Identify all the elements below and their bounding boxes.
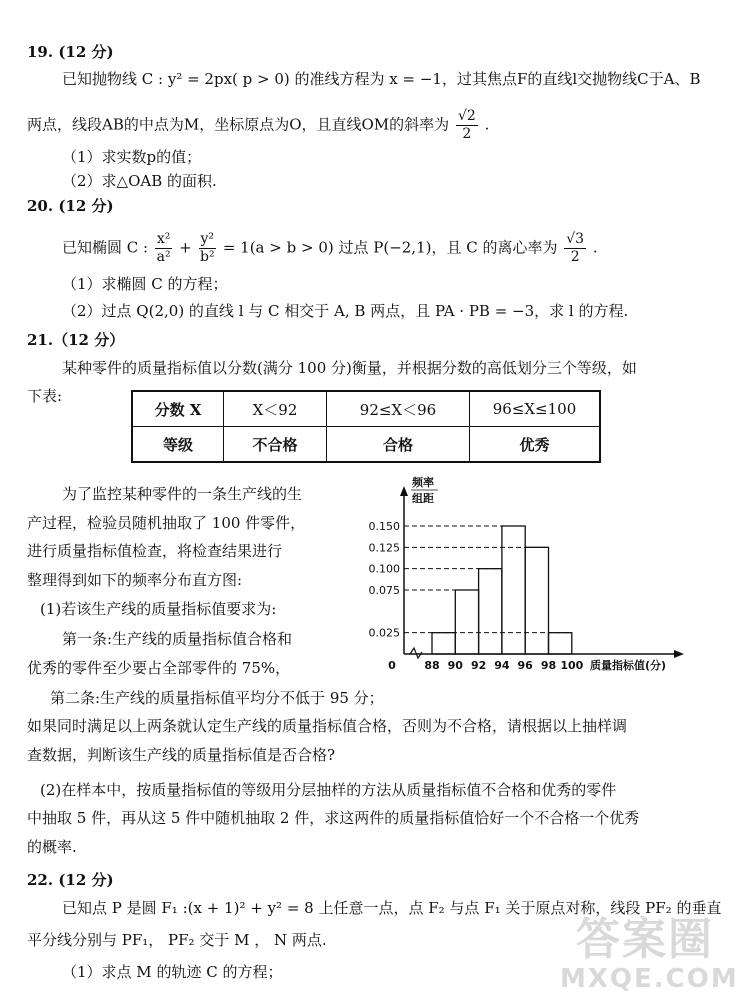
watermark bbox=[560, 914, 739, 995]
histogram-bar bbox=[525, 547, 548, 654]
q21-para11: (2)在样本中，按质量指标值的等级用分层抽样的方法从质量指标值不合格和优秀的零件 bbox=[40, 781, 617, 799]
table-cell: 合格 bbox=[327, 427, 470, 463]
q21-header: 21.（12 分） bbox=[27, 331, 125, 349]
q20-x-numerator: x² bbox=[156, 231, 171, 247]
x-tick-label: 98 bbox=[540, 659, 557, 672]
q20-part1: （1）求椭圆 C 的方程； bbox=[62, 275, 228, 293]
q19-header: 19. (12 分) bbox=[27, 43, 114, 61]
q19-line2-end: . bbox=[484, 115, 490, 134]
grade-table bbox=[131, 390, 601, 463]
origin-label: 0 bbox=[388, 659, 396, 672]
q19-part1: （1）求实数p的值； bbox=[62, 148, 202, 166]
q21-para10: 查数据，判断该生产线的质量指标值是否合格? bbox=[27, 746, 336, 764]
y-tick-label: 0.100 bbox=[368, 562, 400, 576]
histogram-bar bbox=[455, 590, 478, 654]
q21-para7: 优秀的零件至少要占全部零件的 75%， bbox=[27, 659, 291, 677]
x-tick-label: 96 bbox=[517, 659, 533, 672]
q22-part1: （1）求点 M 的轨迹 C 的方程； bbox=[62, 963, 283, 981]
q21-para6: 第一条:生产线的质量指标值合格和 bbox=[62, 630, 293, 648]
q21-intro1: 某种零件的质量指标值以分数(满分 100 分)衡量，并根据分数的高低划分三个等级，如 bbox=[62, 359, 637, 377]
q19-line1: 已知抛物线 C : y² = 2px( p > 0) 的准线方程为 x = −1，过其焦点F的直线l交抛物线C于A、B bbox=[62, 70, 701, 88]
grade-table-row-score bbox=[132, 391, 600, 427]
y-axis-label-bottom: 组距 bbox=[412, 492, 434, 505]
q21-para5: (1)若该生产线的质量指标值要求为: bbox=[40, 600, 277, 618]
y-tick-label: 0.075 bbox=[368, 584, 400, 597]
q21-para9: 如果同时满足以上两条就认定生产线的质量指标值合格，否则为不合格，请根据以上抽样调 bbox=[27, 717, 628, 735]
q19-slope-numerator: √2 bbox=[457, 108, 476, 124]
q22-line2: 平分线分别与 PF₁， PF₂ 交于 M ， N 两点. bbox=[27, 931, 327, 949]
q19-line2 bbox=[27, 108, 489, 143]
table-cell: 分数 X bbox=[132, 391, 224, 427]
x-tick-label: 88 bbox=[424, 659, 440, 672]
q20-header: 20. (12 分) bbox=[27, 197, 114, 215]
q19-line2-text: 两点，线段AB的中点为M，坐标原点为O，且直线OM的斜率为 bbox=[27, 115, 450, 134]
q21-para1: 为了监控某种零件的一条生产线的生 bbox=[62, 485, 303, 503]
q20-line1-mid: = 1(a > b > 0) 过点 P(−2,1)，且 C 的离心率为 bbox=[222, 238, 558, 257]
q20-line1-text: 已知椭圆 C : bbox=[62, 238, 149, 257]
table-cell: 96≤X≤100 bbox=[470, 391, 601, 427]
q21-para2: 产过程，检验员随机抽取了 100 件零件， bbox=[27, 514, 306, 532]
histogram-bar bbox=[432, 633, 455, 654]
q20-ecc-numerator: √3 bbox=[566, 231, 585, 247]
q20-line1-end: . bbox=[592, 238, 598, 257]
x-tick-label: 92 bbox=[470, 659, 487, 672]
q21-para8: 第二条:生产线的质量指标值平均分不低于 95 分； bbox=[50, 689, 384, 707]
q22-line1: 已知点 P 是圆 F₁ :(x + 1)² + y² = 8 上任意一点，点 F₂ 与点 F₁ 关于原点对称，线段 PF₂ 的垂直 bbox=[62, 899, 722, 917]
table-cell: 不合格 bbox=[224, 427, 327, 463]
y-tick-label: 0.025 bbox=[368, 626, 400, 640]
q21-para13: 的概率. bbox=[27, 838, 77, 856]
y-axis-arrow bbox=[400, 486, 408, 496]
frequency-histogram bbox=[360, 472, 690, 672]
q21-para12: 中抽取 5 件，再从这 5 件中随机抽取 2 件，求这两件的质量指标值恰好一个不合格一个优秀 bbox=[27, 809, 640, 827]
q20-part2: （2）过点 Q(2,0) 的直线 l 与 C 相交于 A, B 两点，且 PA · PB = −3，求 l 的方程. bbox=[62, 302, 629, 320]
table-cell: X＜92 bbox=[224, 391, 327, 427]
histogram-bar bbox=[479, 569, 502, 654]
x-tick-label: 100 bbox=[560, 659, 584, 672]
histogram-bar bbox=[502, 526, 525, 654]
grade-table-row-grade bbox=[132, 427, 600, 463]
watermark-small: MXQE.COM bbox=[560, 964, 739, 994]
q21-para3: 进行质量指标值检查，将检查结果进行 bbox=[27, 542, 283, 560]
q19-slope-fraction bbox=[456, 108, 478, 143]
table-cell: 优秀 bbox=[470, 427, 601, 463]
y-tick-label: 0.125 bbox=[368, 541, 400, 555]
q22-header: 22. (12 分) bbox=[27, 871, 114, 889]
x-tick-label: 94 bbox=[494, 659, 510, 672]
q20-y-numerator: y² bbox=[200, 231, 215, 247]
q19-slope-denominator: 2 bbox=[462, 126, 472, 142]
q20-ecc-fraction bbox=[564, 231, 586, 266]
q20-y-denominator: b² bbox=[199, 249, 215, 265]
q20-y-fraction bbox=[199, 231, 217, 266]
axis-break bbox=[410, 648, 422, 658]
q21-para4: 整理得到如下的频率分布直方图: bbox=[27, 571, 243, 589]
q20-line1 bbox=[62, 231, 598, 266]
x-axis-label: 质量指标值(分) bbox=[590, 659, 667, 672]
watermark-big: 答案圈 bbox=[576, 914, 714, 965]
q20-x-fraction bbox=[155, 231, 173, 266]
table-cell: 92≤X＜96 bbox=[327, 391, 470, 427]
q21-intro2: 下表: bbox=[27, 387, 63, 405]
q20-ecc-denominator: 2 bbox=[570, 249, 580, 265]
x-axis-arrow bbox=[674, 650, 684, 658]
y-tick-label: 0.150 bbox=[368, 520, 400, 533]
q20-plus: + bbox=[179, 238, 192, 257]
q20-x-denominator: a² bbox=[156, 249, 171, 265]
x-tick-label: 90 bbox=[447, 659, 463, 672]
y-axis-label-top: 频率 bbox=[412, 476, 434, 489]
histogram-bar bbox=[549, 633, 572, 654]
q19-part2: （2）求△OAB 的面积. bbox=[62, 172, 217, 190]
table-cell: 等级 bbox=[132, 427, 224, 463]
